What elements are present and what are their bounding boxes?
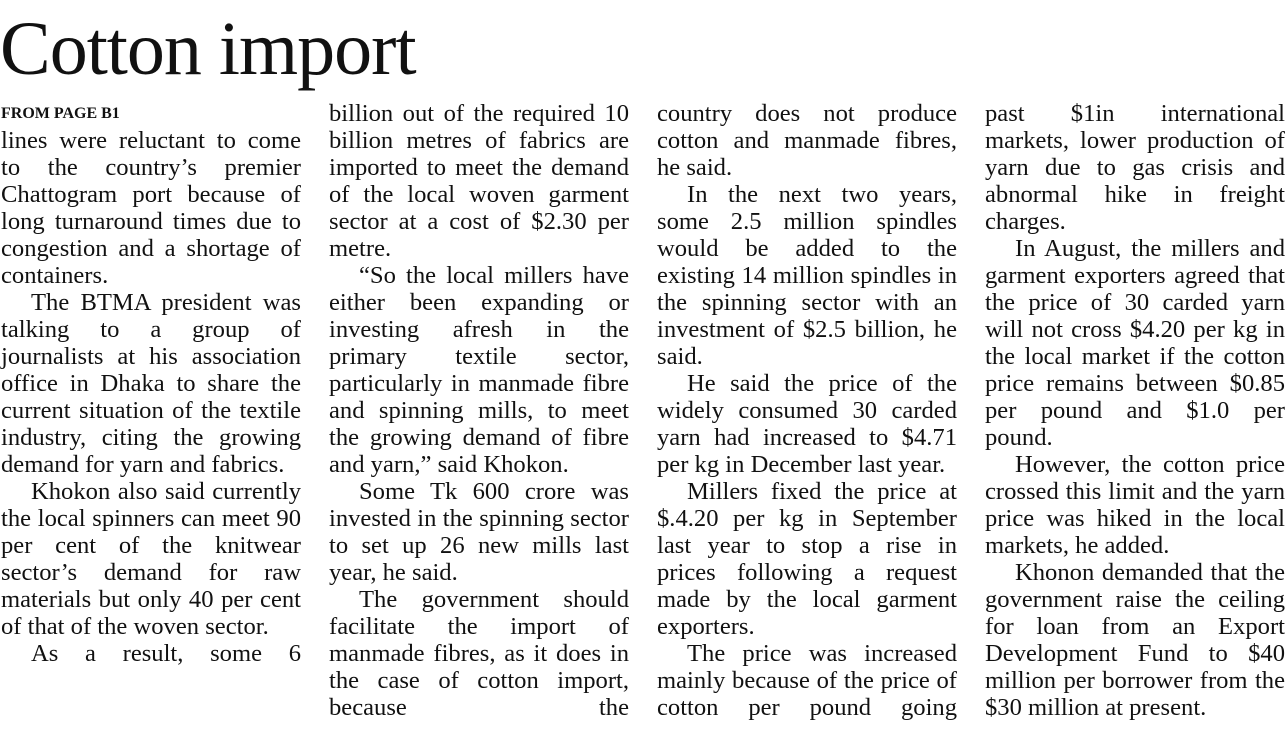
article-column-3 <box>657 100 957 721</box>
paragraph: Millers fixed the price at $.4.20 per kg in September last year to stop a rise in prices following a request made by the local garment exporters. <box>657 478 957 640</box>
paragraph: country does not produce cotton and manmade fibres, he said. <box>657 100 957 181</box>
article-column-1 <box>1 100 301 667</box>
paragraph: billion out of the required 10 billion metres of fabrics are imported to meet the demand of the local woven garment sector at a cost of $2.30 per metre. <box>329 100 629 262</box>
dateline: FROM PAGE B1 <box>1 105 120 122</box>
paragraph: Khonon demanded that the government raise the ceiling for loan from an Export Development Fund to $40 million per borrower from the $30 million at present. <box>985 559 1285 721</box>
paragraph: “So the local millers have either been expanding or investing afresh in the primary textile sector, particularly in manmade fibre and spinning mills, to meet the growing demand of fibre and yarn,” said Khokon. <box>329 262 629 478</box>
paragraph: Some Tk 600 crore was invested in the spinning sector to set up 26 new mills last year, he said. <box>329 478 629 586</box>
paragraph: He said the price of the widely consumed 30 carded yarn had increased to $4.71 per kg in December last year. <box>657 370 957 478</box>
paragraph: As a result, some 6 <box>31 640 301 667</box>
article-column-2 <box>329 100 629 721</box>
paragraph: The government should facilitate the import of manmade fibres, as it does in the case of cotton import, because the <box>329 586 629 721</box>
paragraph: The price was increased mainly because of the price of cotton per pound going <box>657 640 957 721</box>
article-column-4 <box>985 100 1285 721</box>
paragraph: In August, the millers and garment exporters agreed that the price of 30 carded yarn will not cross $4.20 per kg in the local market if the cotton price remains between $0.85 per pound and $1.0 per pound. <box>985 235 1285 451</box>
paragraph: In the next two years, some 2.5 million spindles would be added to the existing 14 million spindles in the spinning sector with an investment of $2.5 billion, he said. <box>657 181 957 370</box>
paragraph: lines were reluctant to come to the country’s premier Chattogram port because of long turnaround times due to congestion and a shortage of containers. <box>1 127 301 289</box>
paragraph: The BTMA president was talking to a group of journalists at his association office in Dhaka to share the current situation of the textile industry, citing the growing demand for yarn and fabrics. <box>1 289 301 478</box>
headline: Cotton import <box>0 7 416 91</box>
paragraph: Khokon also said currently the local spinners can meet 90 per cent of the knitwear sector’s demand for raw materials but only 40 per cent of that of the woven sector. <box>1 478 301 640</box>
paragraph: past $1in international markets, lower production of yarn due to gas crisis and abnormal hike in freight charges. <box>985 100 1285 235</box>
paragraph: However, the cotton price crossed this limit and the yarn price was hiked in the local markets, he added. <box>985 451 1285 559</box>
